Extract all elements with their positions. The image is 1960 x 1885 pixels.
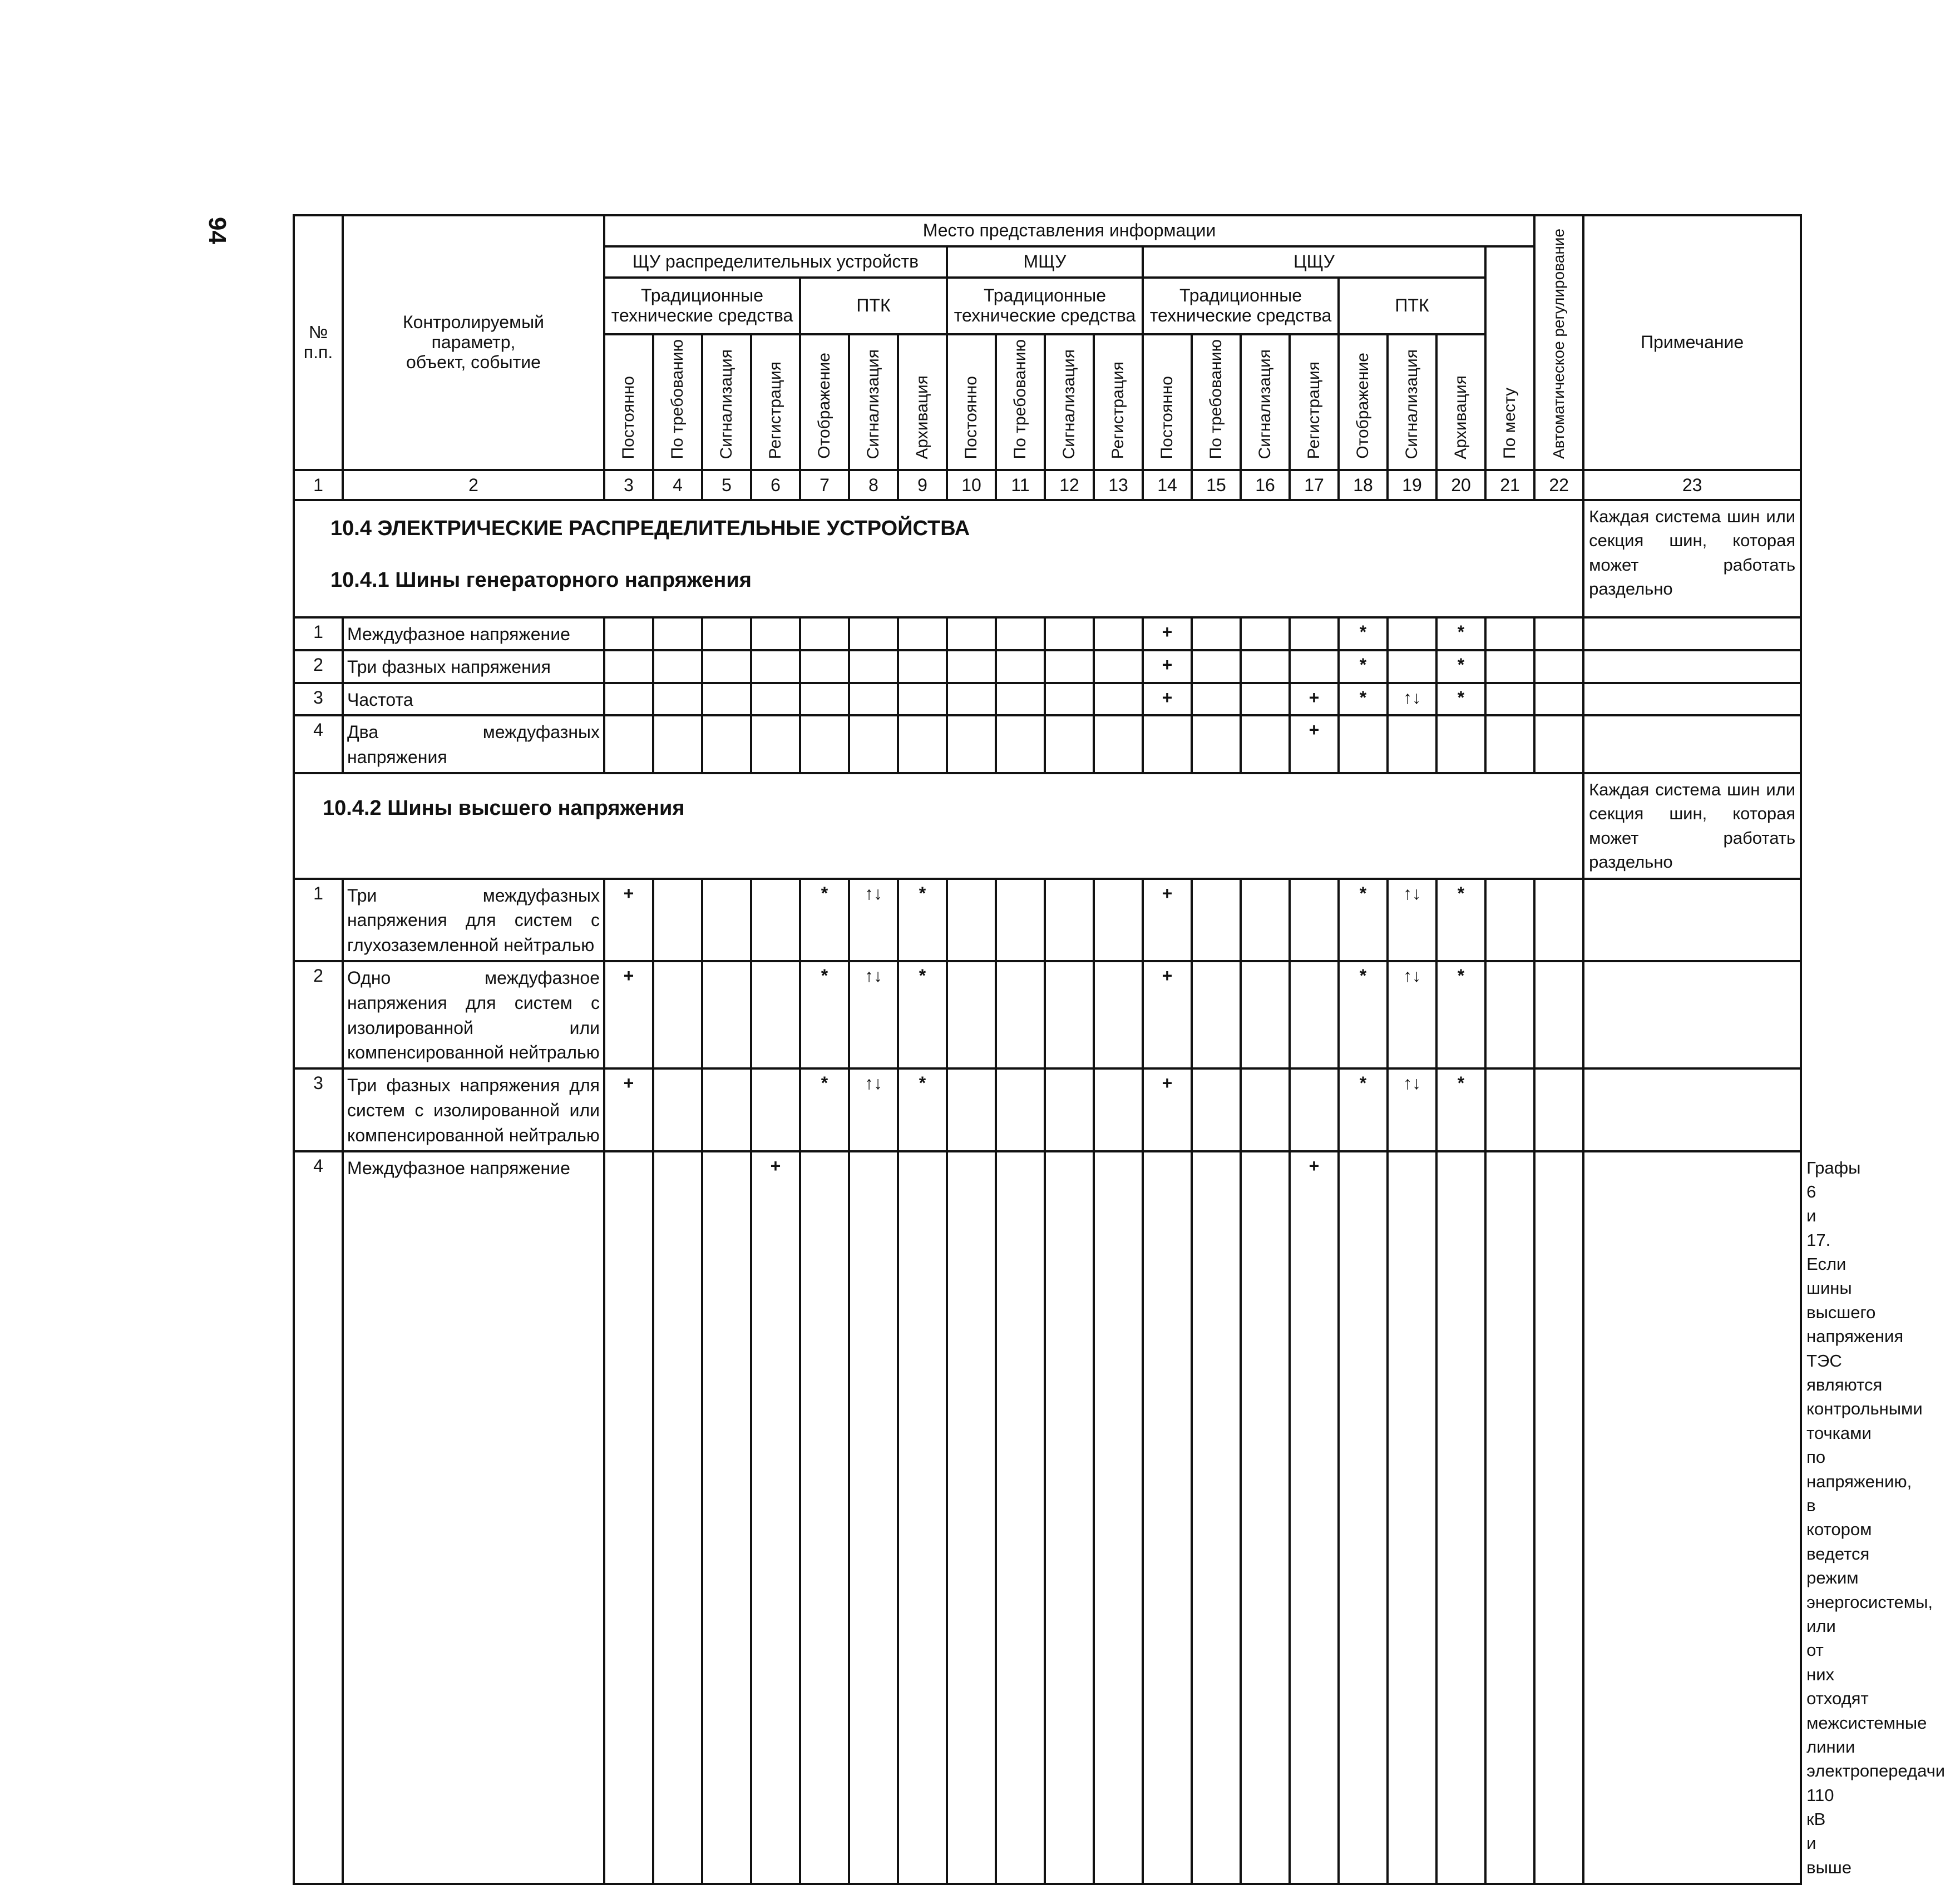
- mark-cell: [1241, 683, 1290, 716]
- mark-cell: [1388, 650, 1436, 683]
- mark-cell: [1094, 961, 1143, 1068]
- header-note: Примечание: [1583, 215, 1801, 470]
- header-trad-3: Традиционные технические средства: [1143, 278, 1339, 334]
- row-number: 1: [294, 879, 343, 961]
- mark-cell: [1045, 879, 1094, 961]
- mark-cell: [1485, 683, 1534, 716]
- mark-cell: [800, 1151, 849, 1884]
- mark-cell: [1045, 715, 1094, 773]
- mark-cell: [1388, 715, 1436, 773]
- mark-cell: [1241, 617, 1290, 650]
- row-parameter: Одно междуфазное напряжения для систем с изолированной или компенсированной нейтралью: [343, 961, 604, 1068]
- col-num: 21: [1485, 470, 1534, 500]
- header-sub-7: Архивация: [898, 334, 947, 470]
- mark-cell: [604, 683, 653, 716]
- section-title: [294, 773, 1583, 879]
- mark-cell: [1290, 1068, 1339, 1151]
- mark-cell: [1290, 617, 1339, 650]
- mark-cell: [653, 683, 702, 716]
- mark-cell: ↑↓: [849, 1068, 898, 1151]
- col-num: 14: [1143, 470, 1192, 500]
- column-numbers-row: [294, 470, 1801, 500]
- mark-cell: [1485, 961, 1534, 1068]
- mark-cell: [1094, 650, 1143, 683]
- mark-cell: +: [1290, 715, 1339, 773]
- mark-cell: [1534, 1151, 1583, 1884]
- col-num: 20: [1436, 470, 1485, 500]
- col-num: 11: [996, 470, 1045, 500]
- mark-cell: [800, 715, 849, 773]
- row-parameter: Междуфазное напряжение: [343, 617, 604, 650]
- mark-cell: [996, 617, 1045, 650]
- row-parameter: Два междуфазных напряжения: [343, 715, 604, 773]
- header-sub-1: Постоянно: [604, 334, 653, 470]
- table-row: [294, 650, 1801, 683]
- mark-cell: [1045, 961, 1094, 1068]
- mark-cell: [751, 617, 800, 650]
- mark-cell: [653, 961, 702, 1068]
- mark-cell: [1192, 1151, 1241, 1884]
- header-sub-6: Сигнализация: [849, 334, 898, 470]
- mark-cell: [947, 683, 996, 716]
- mark-cell: [1485, 617, 1534, 650]
- mark-cell: [1192, 650, 1241, 683]
- mark-cell: *: [898, 1068, 947, 1151]
- row-number: 4: [294, 715, 343, 773]
- header-auto-reg: Автоматическое регулирование: [1534, 215, 1583, 470]
- mark-cell: +: [1143, 1068, 1192, 1151]
- mark-cell: [1045, 1151, 1094, 1884]
- mark-cell: [604, 650, 653, 683]
- mark-cell: [1583, 1068, 1801, 1151]
- mark-cell: [1583, 617, 1801, 650]
- header-sub-12: Постоянно: [1143, 334, 1192, 470]
- mark-cell: [653, 879, 702, 961]
- mark-cell: [1045, 617, 1094, 650]
- mark-cell: [849, 715, 898, 773]
- mark-cell: [702, 715, 751, 773]
- mark-cell: *: [1339, 683, 1388, 716]
- header-sub-5: Отображение: [800, 334, 849, 470]
- mark-cell: ↑↓: [1388, 879, 1436, 961]
- mark-cell: +: [1143, 879, 1192, 961]
- mark-cell: [1241, 650, 1290, 683]
- row-parameter: Частота: [343, 683, 604, 716]
- col-num: 9: [898, 470, 947, 500]
- section-note: Каждая система шин или секция шин, которая может работать раздельно: [1583, 500, 1801, 617]
- mark-cell: [1388, 617, 1436, 650]
- mark-cell: +: [1290, 1151, 1339, 1884]
- row-number: 1: [294, 617, 343, 650]
- mark-cell: [702, 1068, 751, 1151]
- mark-cell: [1485, 1151, 1534, 1884]
- section-heading: 10.4 ЭЛЕКТРИЧЕСКИЕ РАСПРЕДЕЛИТЕЛЬНЫЕ УСТРОЙСТВА: [330, 517, 970, 540]
- col-num: 8: [849, 470, 898, 500]
- mark-cell: [604, 617, 653, 650]
- mark-cell: [1388, 1151, 1436, 1884]
- mark-cell: [1583, 715, 1801, 773]
- mark-cell: [1192, 683, 1241, 716]
- header-sub-8: Постоянно: [947, 334, 996, 470]
- header-ptk-2: ПТК: [1339, 278, 1485, 334]
- mark-cell: [849, 617, 898, 650]
- mark-cell: [1094, 617, 1143, 650]
- row-parameter: Три фазных напряжения: [343, 650, 604, 683]
- mark-cell: [1290, 961, 1339, 1068]
- mark-cell: [996, 1068, 1045, 1151]
- page-number: 94: [204, 217, 231, 244]
- mark-cell: [1241, 879, 1290, 961]
- row-parameter: Три фазных напряжения для систем с изолированной или компенсированной нейтралью: [343, 1068, 604, 1151]
- header-trad-2: Традиционные технические средства: [947, 278, 1143, 334]
- table-row: 4 Междуфазное напряжение + + Графы 6 и 17. Если шины высшего напряжения ТЭС являются контрольными точками по напряжению, в котором ведется режим энергосистемы, или от них отходят межсистемные линии электропередачи 110 кВ и выше: [294, 1151, 1801, 1884]
- row-number: 4: [294, 1151, 343, 1884]
- mark-cell: [751, 879, 800, 961]
- mark-cell: [947, 650, 996, 683]
- header-no: № п.п.: [294, 215, 343, 470]
- col-num: 2: [343, 470, 604, 500]
- header-sub-11: Регистрация: [1094, 334, 1143, 470]
- header-shchu: ЩУ распределительных устройств: [604, 246, 947, 278]
- mark-cell: [1583, 879, 1801, 961]
- mark-cell: [996, 961, 1045, 1068]
- header-sub-16: Отображение: [1339, 334, 1388, 470]
- header-sub-13: По требованию: [1192, 334, 1241, 470]
- mark-cell: [1339, 715, 1388, 773]
- col-num: 23: [1583, 470, 1801, 500]
- mark-cell: *: [800, 961, 849, 1068]
- header-trad-1: Традиционные технические средства: [604, 278, 800, 334]
- table-row: [294, 715, 1801, 773]
- mark-cell: *: [1436, 1068, 1485, 1151]
- mark-cell: [1045, 650, 1094, 683]
- mark-cell: [1339, 1151, 1388, 1884]
- col-num: 13: [1094, 470, 1143, 500]
- mark-cell: +: [1143, 961, 1192, 1068]
- mark-cell: [1094, 715, 1143, 773]
- mark-cell: ↑↓: [1388, 1068, 1436, 1151]
- mark-cell: ↑↓: [1388, 961, 1436, 1068]
- mark-cell: [1583, 683, 1801, 716]
- mark-cell: [1534, 683, 1583, 716]
- mark-cell: [1485, 1068, 1534, 1151]
- mark-cell: [996, 1151, 1045, 1884]
- mark-cell: *: [1436, 879, 1485, 961]
- header-sub-19: По месту: [1485, 246, 1534, 470]
- mark-cell: [1485, 650, 1534, 683]
- mark-cell: [1241, 961, 1290, 1068]
- mark-cell: [947, 715, 996, 773]
- col-num: 10: [947, 470, 996, 500]
- mark-cell: [751, 715, 800, 773]
- mark-cell: [1241, 1068, 1290, 1151]
- mark-cell: *: [1339, 1068, 1388, 1151]
- mark-cell: [702, 650, 751, 683]
- mark-cell: [996, 683, 1045, 716]
- col-num: 7: [800, 470, 849, 500]
- mark-cell: [1143, 715, 1192, 773]
- mark-cell: [604, 715, 653, 773]
- mark-cell: [604, 1151, 653, 1884]
- mark-cell: [1241, 715, 1290, 773]
- mark-cell: [898, 1151, 947, 1884]
- header-sub-10: Сигнализация: [1045, 334, 1094, 470]
- mark-cell: [1192, 617, 1241, 650]
- mark-cell: +: [604, 961, 653, 1068]
- mark-cell: +: [1290, 683, 1339, 716]
- row-parameter: Междуфазное напряжение: [343, 1151, 604, 1884]
- col-num: 22: [1534, 470, 1583, 500]
- mark-cell: [1045, 683, 1094, 716]
- mark-cell: [800, 650, 849, 683]
- header-sub-15: Регистрация: [1290, 334, 1339, 470]
- mark-cell: [751, 1068, 800, 1151]
- mark-cell: *: [1436, 617, 1485, 650]
- mark-cell: [898, 650, 947, 683]
- row-number: 2: [294, 961, 343, 1068]
- section-note: Каждая система шин или секция шин, которая может работать раздельно: [1583, 773, 1801, 879]
- section-title-row: [294, 773, 1801, 879]
- header-sub-14: Сигнализация: [1241, 334, 1290, 470]
- mark-cell: [898, 617, 947, 650]
- mark-cell: *: [898, 961, 947, 1068]
- mark-cell: *: [1339, 961, 1388, 1068]
- mark-cell: [1485, 715, 1534, 773]
- table-row: [294, 683, 1801, 716]
- header-sub-2: По требованию: [653, 334, 702, 470]
- mark-cell: [947, 961, 996, 1068]
- mark-cell: [996, 650, 1045, 683]
- mark-cell: [1192, 961, 1241, 1068]
- header-place: Место представления информации: [604, 215, 1534, 246]
- mark-cell: [996, 715, 1045, 773]
- col-num: 17: [1290, 470, 1339, 500]
- section-title: [294, 500, 1583, 617]
- mark-cell: [1534, 1068, 1583, 1151]
- mark-cell: *: [1339, 879, 1388, 961]
- section-title-row: [294, 500, 1801, 617]
- row-number: 2: [294, 650, 343, 683]
- mark-cell: [1143, 1151, 1192, 1884]
- mark-cell: [1094, 879, 1143, 961]
- mark-cell: [1534, 715, 1583, 773]
- header-sub-18: Архивация: [1436, 334, 1485, 470]
- mark-cell: [702, 879, 751, 961]
- mark-cell: *: [1436, 961, 1485, 1068]
- col-num: 18: [1339, 470, 1388, 500]
- col-num: 5: [702, 470, 751, 500]
- col-num: 16: [1241, 470, 1290, 500]
- mark-cell: [947, 1068, 996, 1151]
- mark-cell: [1534, 650, 1583, 683]
- mark-cell: ↑↓: [849, 961, 898, 1068]
- mark-cell: [653, 1068, 702, 1151]
- mark-cell: [1290, 650, 1339, 683]
- control-parameters-table: [293, 214, 1946, 1885]
- table-row: [294, 879, 1801, 961]
- col-num: 19: [1388, 470, 1436, 500]
- mark-cell: [1534, 879, 1583, 961]
- mark-cell: [1192, 1068, 1241, 1151]
- mark-cell: [1583, 650, 1801, 683]
- subsection-heading: 10.4.1 Шины генераторного напряжения: [330, 568, 752, 592]
- mark-cell: [1290, 879, 1339, 961]
- mark-cell: [751, 961, 800, 1068]
- mark-cell: [1436, 715, 1485, 773]
- table-row: [294, 1068, 1801, 1151]
- mark-cell: [751, 683, 800, 716]
- col-num: 12: [1045, 470, 1094, 500]
- mark-cell: [1094, 1068, 1143, 1151]
- mark-cell: [653, 650, 702, 683]
- mark-cell: *: [1339, 650, 1388, 683]
- row-number: 3: [294, 1068, 343, 1151]
- mark-cell: [1534, 617, 1583, 650]
- mark-cell: [702, 617, 751, 650]
- mark-cell: [1436, 1151, 1485, 1884]
- col-num: 6: [751, 470, 800, 500]
- mark-cell: *: [1339, 617, 1388, 650]
- table-row: [294, 617, 1801, 650]
- mark-cell: [849, 683, 898, 716]
- mark-cell: *: [1436, 683, 1485, 716]
- subsection-heading: 10.4.2 Шины высшего напряжения: [323, 796, 685, 820]
- mark-cell: [1241, 1151, 1290, 1884]
- header-tschu: ЦЩУ: [1143, 246, 1485, 278]
- mark-cell: *: [800, 879, 849, 961]
- mark-cell: [996, 879, 1045, 961]
- mark-cell: +: [1143, 683, 1192, 716]
- mark-cell: *: [1436, 650, 1485, 683]
- mark-cell: [1583, 1151, 1801, 1884]
- header-sub-3: Сигнализация: [702, 334, 751, 470]
- mark-cell: *: [898, 879, 947, 961]
- mark-cell: [1583, 961, 1801, 1068]
- table-row: [294, 961, 1801, 1068]
- col-num: 15: [1192, 470, 1241, 500]
- mark-cell: [653, 1151, 702, 1884]
- header-sub-9: По требованию: [996, 334, 1045, 470]
- header-mschu: МЩУ: [947, 246, 1143, 278]
- mark-cell: [751, 650, 800, 683]
- mark-cell: [1094, 1151, 1143, 1884]
- mark-cell: [1534, 961, 1583, 1068]
- header-param: Контролируемый параметр, объект, событие: [343, 215, 604, 470]
- mark-cell: [849, 650, 898, 683]
- header-ptk-1: ПТК: [800, 278, 947, 334]
- mark-cell: [1192, 715, 1241, 773]
- mark-cell: [702, 683, 751, 716]
- mark-cell: *: [800, 1068, 849, 1151]
- mark-cell: +: [604, 1068, 653, 1151]
- mark-cell: [653, 715, 702, 773]
- mark-cell: [800, 683, 849, 716]
- header-sub-4: Регистрация: [751, 334, 800, 470]
- col-num: 4: [653, 470, 702, 500]
- mark-cell: [702, 961, 751, 1068]
- mark-cell: [1045, 1068, 1094, 1151]
- row-parameter: Три междуфазных напряжения для систем с глухозаземленной нейтралью: [343, 879, 604, 961]
- mark-cell: [1485, 879, 1534, 961]
- header-sub-17: Сигнализация: [1388, 334, 1436, 470]
- mark-cell: +: [604, 879, 653, 961]
- mark-cell: ↑↓: [849, 879, 898, 961]
- mark-cell: [702, 1151, 751, 1884]
- mark-cell: +: [751, 1151, 800, 1884]
- mark-cell: [1094, 683, 1143, 716]
- col-num: 3: [604, 470, 653, 500]
- mark-cell: [800, 617, 849, 650]
- mark-cell: [947, 617, 996, 650]
- mark-cell: ↑↓: [1388, 683, 1436, 716]
- mark-cell: [898, 715, 947, 773]
- row-number: 3: [294, 683, 343, 716]
- mark-cell: [947, 1151, 996, 1884]
- mark-cell: +: [1143, 617, 1192, 650]
- mark-cell: [653, 617, 702, 650]
- mark-cell: [898, 683, 947, 716]
- col-num: 1: [294, 470, 343, 500]
- mark-cell: [947, 879, 996, 961]
- mark-cell: [849, 1151, 898, 1884]
- mark-cell: +: [1143, 650, 1192, 683]
- mark-cell: [1192, 879, 1241, 961]
